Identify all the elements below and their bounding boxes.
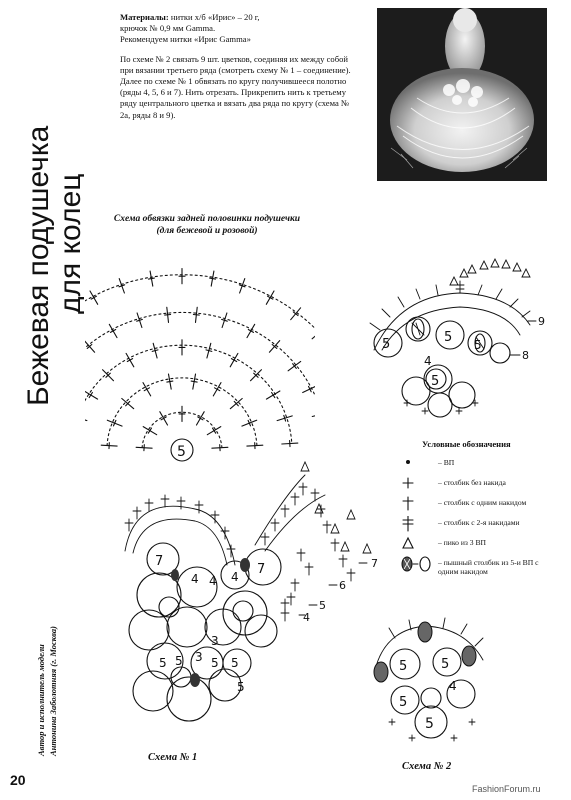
- dagger-icon: [400, 496, 434, 512]
- page-title: [14, 14, 84, 409]
- scheme-2a-diagram: [360, 255, 560, 425]
- s1-row-4: 4: [303, 611, 310, 624]
- dot-icon: [400, 456, 434, 472]
- materials-recommend: Рекомендуем нитки «Ирис Gamma»: [120, 34, 251, 45]
- legend-label: – столбик без накида: [438, 477, 506, 487]
- s1-num-2: 4: [191, 572, 199, 586]
- s2a-num-5: 5: [474, 338, 482, 352]
- title-line-1: Бежевая подушечка: [22, 125, 55, 406]
- s1-num-11: 5: [237, 680, 245, 694]
- product-photo: [377, 8, 547, 181]
- legend-label: – пышный столбик из 5-и ВП с одним накидом: [438, 557, 539, 576]
- s2a-num-4: 5: [431, 374, 440, 389]
- author-line-2: Антонина Заболотняя (г. Москва): [48, 626, 58, 756]
- s2-num-2: 5: [441, 657, 450, 672]
- legend-item-tr: [400, 518, 560, 538]
- scheme-top-caption: [92, 213, 322, 237]
- s1-row-6: 6: [339, 579, 346, 592]
- plus-icon: [400, 476, 434, 492]
- s1-num-8: 3: [195, 650, 203, 664]
- scheme-1-caption: Схема № 1: [148, 752, 198, 763]
- scheme-top-caption-line1: Схема обвязки задней половинки подушечки: [113, 214, 301, 224]
- s2a-num-1: 5: [382, 337, 391, 352]
- s1-num-9: 5: [211, 656, 219, 670]
- materials-thread: нитки х/б «Ирис» – 20 г,: [170, 12, 260, 22]
- scheme-1-diagram: [115, 455, 395, 745]
- scheme-2-caption: Схема № 2: [402, 761, 452, 772]
- legend-item-picot: [400, 538, 560, 558]
- s2-num-5: 5: [399, 695, 408, 710]
- s1-num-5: 4: [231, 570, 239, 584]
- s1-num-7: 5: [175, 654, 183, 668]
- legend-title: Условные обозначения: [422, 439, 511, 449]
- scheme-top-caption-line2: (для бежевой и розовой): [156, 226, 258, 236]
- puff-stitch-icon: [400, 556, 434, 572]
- legend-item-ch: [400, 458, 560, 478]
- s1-row-5: 5: [319, 599, 326, 612]
- watermark: FashionForum.ru: [472, 784, 541, 794]
- s1-num-3: 4: [209, 574, 217, 588]
- fan-scheme-diagram: [85, 238, 315, 478]
- author-line-1: Автор и исполнитель модели: [36, 644, 46, 756]
- double-dagger-icon: [400, 516, 434, 532]
- s2-num-3: 4: [449, 679, 457, 693]
- s2a-row-9: 9: [538, 315, 545, 328]
- legend: [400, 440, 560, 584]
- materials-hook: крючок № 0,9 мм Gamma.: [120, 23, 216, 34]
- instructions-text: По схеме № 2 связать 9 шт. цветков, соединяя их между собой при вязании третьего ряда (смотреть схему № 1 – соединение). Далее по схеме № 1 обвязать по кругу получившееся полотно (ряды 4, 5, 6 и 7). Нить отрезать. Прикрепить нить к третьему ряду центрального цветка и вязать два ряда по кругу (схема № 2а, ряды 8 и 9).: [120, 53, 351, 120]
- s1-num-1: 7: [155, 554, 164, 569]
- s2-num-4: 5: [425, 716, 434, 732]
- legend-label: – ВП: [438, 457, 455, 467]
- s2a-row-8: 8: [522, 349, 529, 362]
- legend-item-dc: [400, 498, 560, 518]
- s2a-num-3: 4: [424, 354, 432, 368]
- page-number: 20: [10, 772, 26, 788]
- s2-num-1: 5: [399, 659, 408, 674]
- fan-center-number: 5: [177, 444, 186, 460]
- s1-num-10: 5: [231, 656, 239, 670]
- s2a-num-2: 5: [444, 330, 453, 345]
- materials-label: Материалы:: [120, 12, 169, 22]
- author-credit: [34, 560, 62, 760]
- legend-label: – пико из 3 ВП: [438, 537, 487, 547]
- s1-num-4: 7: [257, 562, 266, 577]
- s1-row-7: 7: [371, 557, 378, 570]
- materials-block: [120, 12, 360, 121]
- triangle-icon: [400, 536, 434, 552]
- legend-label: – столбик с одним накидом: [438, 497, 527, 507]
- title-line-2: для колец: [54, 173, 84, 314]
- scheme-2-diagram: [365, 610, 495, 755]
- legend-item-sc: [400, 478, 560, 498]
- legend-item-puff: [400, 558, 560, 584]
- s1-num-12: 3: [211, 634, 219, 648]
- legend-label: – столбик с 2-я накидами: [438, 517, 520, 527]
- s1-num-6: 5: [159, 656, 167, 670]
